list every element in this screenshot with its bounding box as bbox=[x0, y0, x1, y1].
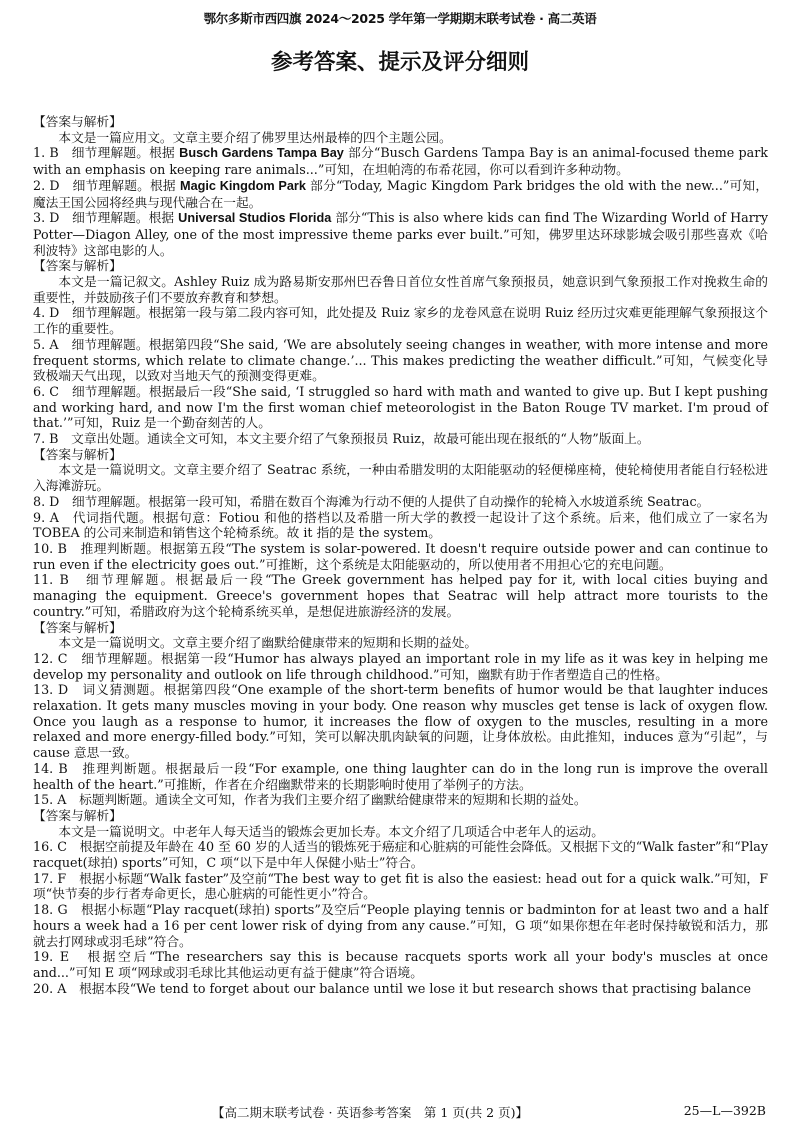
section-intro: 本文是一篇说明文。文章主要介绍了 Seatrac 系统，一种由希腊发明的太阳能驱动的轻便梯座椅，使轮椅使用者能自行轻松进入海滩游玩。 bbox=[33, 462, 768, 494]
answer-number: 1. B bbox=[33, 145, 59, 161]
answer-number: 11. B bbox=[33, 572, 69, 588]
section-intro: 本文是一篇记叙文。Ashley Ruiz 成为路易斯安那州巴吞鲁日首位女性首席气象预报员，她意识到气象预报工作对挽救生命的重要性，并鼓励孩子们不要放弃教育和梦想。 bbox=[33, 274, 768, 305]
answer-item-8: 8. D 细节理解题。根据第一段可知，希腊在数百个海滩为行动不便的人提供了自动操作的轮椅入水坡道系统 Seatrac。 bbox=[33, 493, 710, 509]
answer-item-6: 6. C 细节理解题。根据最后一段“She said, ‘I struggled so hard with math and wanted to give up. But I kept pushing and working hard, and now I'm the first woman chief meteorologist in the Baton Rouge TV market. I'm proud of that.’”可知，Ruiz 是一个勤奋刻苦的人。 bbox=[33, 383, 768, 431]
section-intro: 本文是一篇说明文。中老年人每天适当的锻炼会更加长寿。本文介绍了几项适合中老年人的运动。 bbox=[58, 823, 604, 839]
answer-number: 18. G bbox=[33, 902, 68, 918]
bold-term: Magic Kingdom Park bbox=[180, 178, 306, 193]
answer-item-18: 18. G 根据小标题“Play racquet(球拍) sports”及空后“People playing tennis or badminton for at least two and a half hours a week had a 16 per cent lower risk of dying from any cause.”可知，G 项“如果你想在年老时保持敏锐和活力，那就去打网球或羽毛球”符合。 bbox=[33, 902, 769, 949]
answer-number: 20. A bbox=[33, 980, 67, 996]
answer-item-7: 7. B 文章出处题。通读全文可知，本文主要介绍了气象预报员 Ruiz，故最可能出现在报纸的“人物”版面上。 bbox=[33, 431, 650, 447]
answer-number: 15. A bbox=[33, 792, 67, 808]
answer-number: 17. F bbox=[33, 870, 67, 886]
answer-item-15: 15. A 标题判断题。通读全文可知，作者为我们主要介绍了幽默给健康带来的短期和长期的益处。 bbox=[33, 792, 587, 808]
answer-item-20: 20. A 根据本段“We tend to forget about our balance until we lose it but research shows that practising balance bbox=[33, 980, 751, 996]
answer-item-2: 2. D 细节理解题。根据 Magic Kingdom Park 部分“Today, Magic Kingdom Park bridges the old with the new...”可知，魔法王国公园将经典与现代融合在一起。 bbox=[33, 177, 769, 210]
bold-term: Busch Gardens Tampa Bay bbox=[179, 146, 344, 161]
answer-item-19: 19. E 根据空后“The researchers say this is because racquets sports work all your body's muscles at once and...”可知 E 项“网球或羽毛球比其他运动更有益于健康”符合语境。 bbox=[33, 949, 768, 980]
answer-item-9: 9. A 代词指代题。根据句意：Fotiou 和他的搭档以及希腊一所大学的教授一起设计了这个系统。后来，他们成立了一家名为 TOBEA 的公司来制造和销售这个轮椅系统。故 it 指的是 the system。 bbox=[33, 509, 768, 541]
answer-number: 13. D bbox=[33, 682, 69, 698]
answer-number: 3. D bbox=[33, 210, 60, 226]
answer-item-11: 11. B 细节理解题。根据最后一段“The Greek government has helped pay for it, with local cities buying and managing the equipment. Greece's government hopes that Seatrac will help attract more tourists to the country.”可知，希腊政府为这个轮椅系统买单，是想促进旅游经济的发展。 bbox=[33, 572, 768, 619]
page-title: 鄂尔多斯市西四旗 2024～2025 学年第一学期期末联考试卷 · 高二英语 bbox=[203, 11, 597, 26]
answer-number: 8. D bbox=[33, 493, 60, 509]
answer-number: 4. D bbox=[33, 305, 60, 321]
answer-item-12: 12. C 细节理解题。根据第一段“Humor has always played an important role in my life as it was key in helping me develop my personality and outlook on life through childhood.”可知，幽默有助于作者塑造自己的性格。 bbox=[33, 650, 769, 682]
answer-item-17: 17. F 根据小标题“Walk faster”及空前“The best way to get fit is also the easiest: head out for a quick walk.”可知，F 项“快节奏的步行者寿命更长，患心脏病的可能性更小”符合。 bbox=[33, 870, 768, 902]
answer-number: 14. B bbox=[33, 760, 68, 776]
answer-number: 7. B bbox=[33, 431, 59, 447]
answer-number: 2. D bbox=[33, 177, 60, 193]
answer-body bbox=[33, 114, 768, 996]
answer-number: 10. B bbox=[33, 540, 67, 556]
page-subtitle: 参考答案、提示及评分细则 bbox=[270, 50, 529, 75]
answer-item-10: 10. B 推理判断题。根据第五段“The system is solar-powered. It doesn't require outside power and can continue to run even if the electricity goes out.”可推断，这个系统是太阳能驱动的，所以使用者不用担心它的充电问题。 bbox=[33, 540, 768, 572]
section-intro: 本文是一篇应用文。文章主要介绍了佛罗里达州最棒的四个主题公园。 bbox=[58, 129, 452, 145]
section-intro: 本文是一篇说明文。文章主要介绍了幽默给健康带来的短期和长期的益处。 bbox=[58, 635, 478, 651]
section-heading: 【答案与解析】 bbox=[33, 258, 122, 274]
answer-item-1: 1. B 细节理解题。根据 Busch Gardens Tampa Bay 部分“Busch Gardens Tampa Bay is an animal-focused theme park with an emphasis on keeping rare animals...”可知，在坦帕湾的布希花园，你可以看到许多种动物。 bbox=[33, 145, 768, 178]
answer-item-14: 14. B 推理判断题。根据最后一段“For example, one thing laughter can do in the long run is improve the overall health of the heart.”可推断，作者在介绍幽默带来的长期影响时使用了举例子的方法。 bbox=[33, 760, 768, 792]
answer-item-3: 3. D 细节理解题。根据 Universal Studios Florida 部分“This is also where kids can find The Wizarding World of Harry Potter—Diagon Alley, one of the most impressive theme parks ever built.”可知，佛罗里达环球影城会吸引那些喜欢《哈利波特》这部电影的人。 bbox=[33, 210, 768, 258]
answer-number: 9. A bbox=[33, 509, 59, 525]
bold-term: Universal Studios Florida bbox=[178, 211, 332, 226]
answer-item-16: 16. C 根据空前提及年龄在 40 至 60 岁的人适当的锻炼死于癌症和心脏病的可能性会降低。又根据下文的“Walk faster”和“Play racquet(球拍) sports”可知，C 项“以下是中年人保健小贴士”符合。 bbox=[33, 839, 769, 871]
answer-number: 5. A bbox=[33, 336, 59, 352]
answer-number: 16. C bbox=[33, 839, 67, 855]
section-heading: 【答案与解析】 bbox=[33, 114, 122, 129]
answer-number: 6. C bbox=[33, 383, 59, 399]
answer-item-4: 4. D 细节理解题。根据第一段与第二段内容可知，此处提及 Ruiz 家乡的龙卷风意在说明 Ruiz 经历过灾难更能理解气象预报这个工作的重要性。 bbox=[33, 305, 769, 337]
answer-item-5: 5. A 细节理解题。根据第四段“She said, ‘We are absolutely seeing changes in weather, with more intense and more frequent storms, which relate to climate change.’... This makes predicting the weather difficult.”可知，气候变化导致极端天气出现，以致对当地天气的预测变得更难。 bbox=[33, 336, 768, 384]
footer-paper-code: 25—L—392B bbox=[683, 1103, 766, 1118]
footer-page-info: 【高二期末联考试卷 · 英语参考答案 第 1 页(共 2 页)】 bbox=[212, 1105, 528, 1120]
answer-item-13: 13. D 词义猜测题。根据第四段“One example of the short-term benefits of humor would be that laughter induces relaxation. It gets many muscles moving in your body. One reason why muscles get tense is lack of oxygen flow. Once you laugh as a response to humor, it increases the flow of oxygen to the muscles, resulting in a more relaxed and more energy-filled body.”可知，笑可以解决肌肉缺氧的问题，让身体放松。由此推知，induces 意为“引起”，与 cause 意思一致。 bbox=[33, 682, 768, 761]
section-heading: 【答案与解析】 bbox=[33, 807, 122, 823]
section-heading: 【答案与解析】 bbox=[33, 619, 122, 635]
answer-number: 19. E bbox=[33, 949, 70, 965]
page-footer bbox=[0, 1103, 800, 1123]
section-heading: 【答案与解析】 bbox=[33, 446, 122, 462]
answer-number: 12. C bbox=[33, 650, 68, 666]
